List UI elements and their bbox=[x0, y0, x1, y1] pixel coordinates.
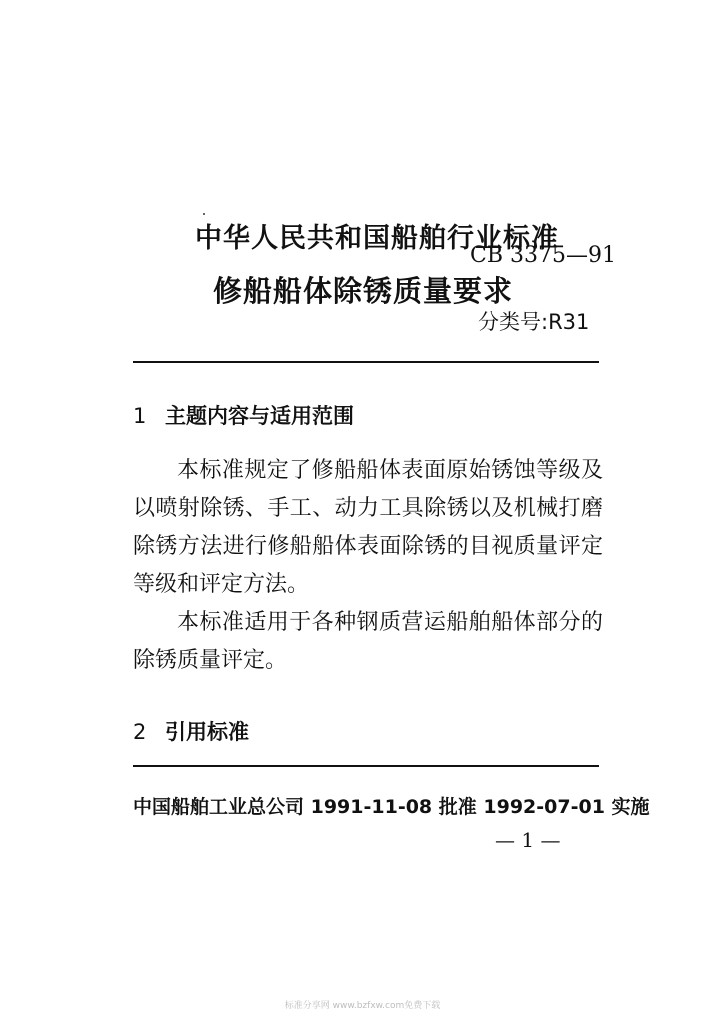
page-number: — 1 — bbox=[495, 828, 561, 852]
section-heading-2 bbox=[133, 716, 249, 746]
standard-code: CB 3375—91 bbox=[470, 243, 616, 268]
section-1-body bbox=[133, 452, 603, 680]
ink-speck bbox=[203, 213, 205, 215]
classification-number: 分类号:R31 bbox=[478, 310, 590, 334]
section-title: 引用标准 bbox=[165, 720, 249, 744]
document-title: 修船船体除锈质量要求 bbox=[213, 274, 514, 308]
standard-category-title: 中华人民共和国船舶行业标准 bbox=[195, 223, 559, 254]
section-number: 2 bbox=[133, 720, 147, 744]
footer-divider bbox=[133, 765, 599, 767]
issuer-approval-line: 中国船舶工业总公司 1991-11-08 批准 1992-07-01 实施 bbox=[133, 796, 650, 818]
paragraph: 本标准适用于各种钢质营运船舶船体部分的除锈质量评定。 bbox=[133, 610, 603, 673]
section-title: 主题内容与适用范围 bbox=[165, 404, 354, 428]
header-divider bbox=[133, 361, 599, 363]
paragraph: 本标准规定了修船船体表面原始锈蚀等级及以喷射除锈、手工、动力工具除锈以及机械打磨除锈方法进行修船船体表面除锈的目视质量评定等级和评定方法。 bbox=[133, 458, 603, 597]
section-number: 1 bbox=[133, 404, 147, 428]
watermark-text: 标准分享网 www.bzfxw.com免费下载 bbox=[284, 1001, 441, 1011]
section-heading-1 bbox=[133, 400, 354, 430]
